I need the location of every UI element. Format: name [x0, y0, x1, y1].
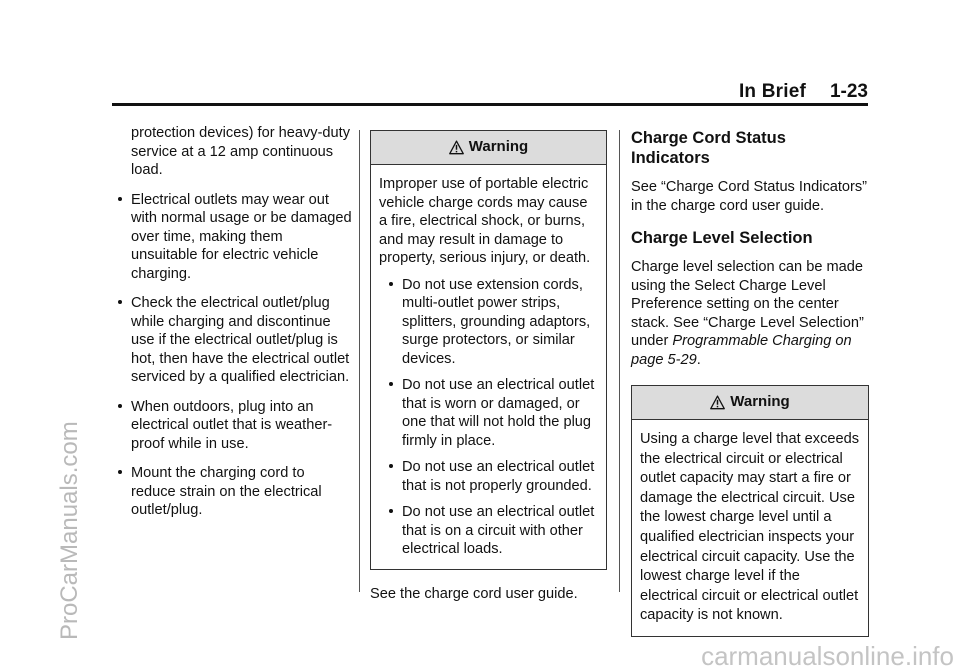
- warning-body: [371, 165, 606, 569]
- section-heading-status-indicators: Charge Cord Status Indicators: [631, 129, 786, 167]
- warning-title: Warning: [730, 393, 790, 411]
- warning-box: [370, 130, 607, 570]
- list-item: Electrical outlets may wear out with normal usage or be damaged over time, making them unsuitable for electric vehicle charging.: [118, 191, 353, 284]
- warning-bullet-list: [389, 276, 598, 559]
- column-1: [118, 124, 353, 520]
- header-rule: [112, 103, 868, 106]
- page-header: [112, 78, 868, 104]
- warning-intro: Improper use of portable electric vehicle charge cords may cause a fire, electrical shock, or burns, and may result in damage to property, serious injury, or death.: [379, 176, 591, 266]
- list-item: Mount the charging cord to reduce strain on the electrical outlet/plug.: [118, 464, 353, 520]
- continuation-text: protection devices) for heavy-duty service at a 12 amp continuous load.: [131, 125, 351, 178]
- charge-level-text: Charge level selection can be made using the Select Charge Level Preference setting on the center stack. See “Charge Level Selection” under Programmable Charging on page 5-29.: [631, 259, 864, 368]
- watermark-carmanualsonline: carmanualsonline.info: [701, 641, 954, 671]
- list-item: Check the electrical outlet/plug while charging and discontinue use if the electrical outlet/plug is hot, then have the electrical outlet serviced by a qualified electrician.: [118, 294, 353, 387]
- bullet-icon: [118, 197, 122, 201]
- warning-header: [371, 131, 606, 165]
- section-title: In Brief: [738, 81, 806, 102]
- column-2: [370, 130, 607, 603]
- warning-triangle-icon: [710, 395, 725, 410]
- bullet-icon: [389, 509, 393, 513]
- bullet-icon: [389, 464, 393, 468]
- outlet-bullet-list: [118, 191, 353, 520]
- warning-title: Warning: [468, 138, 529, 156]
- list-item: Do not use extension cords, multi-outlet power strips, splitters, grounding adaptors, surge protectors, or similar devices.: [389, 276, 598, 369]
- section-heading-charge-level: Charge Level Selection: [631, 229, 813, 247]
- status-indicators-text: See “Charge Cord Status Indicators” in the charge cord user guide.: [631, 179, 868, 214]
- charge-level-warning-box: [631, 385, 869, 637]
- column-divider-right: [619, 130, 620, 592]
- see-guide-text: See the charge cord user guide.: [370, 585, 578, 602]
- bullet-icon: [389, 282, 393, 286]
- column-divider-left: [359, 130, 360, 592]
- bullet-icon: [118, 470, 122, 474]
- charge-level-warning-text: Using a charge level that exceeds the electrical circuit or electrical outlet capacity may start a fire or damage the electrical circuit. Use the lowest charge level until a qualified electrician inspects your electrical circuit capacity. Use the lowest charge level if the electrical circuit or electrical outlet capacity is not known.: [640, 431, 860, 624]
- watermark-procarmanuals: ProCarManuals.com: [56, 421, 83, 640]
- column-3: [631, 128, 869, 637]
- list-item: Do not use an electrical outlet that is on a circuit with other electrical loads.: [389, 503, 598, 559]
- bullet-icon: [389, 382, 393, 386]
- bullet-icon: [118, 404, 122, 408]
- warning-triangle-icon: [449, 140, 464, 155]
- list-item: Do not use an electrical outlet that is worn or damaged, or one that will not hold the plug firmly in place.: [389, 376, 598, 450]
- list-item: Do not use an electrical outlet that is not properly grounded.: [389, 458, 598, 495]
- page-number: 1-23: [829, 81, 868, 102]
- warning-header: [632, 386, 868, 420]
- list-item: When outdoors, plug into an electrical outlet that is weather-proof while in use.: [118, 398, 353, 454]
- warning-body: [632, 420, 868, 636]
- bullet-icon: [118, 300, 122, 304]
- programmable-charging-reference: Programmable Charging on page 5-29: [631, 333, 852, 368]
